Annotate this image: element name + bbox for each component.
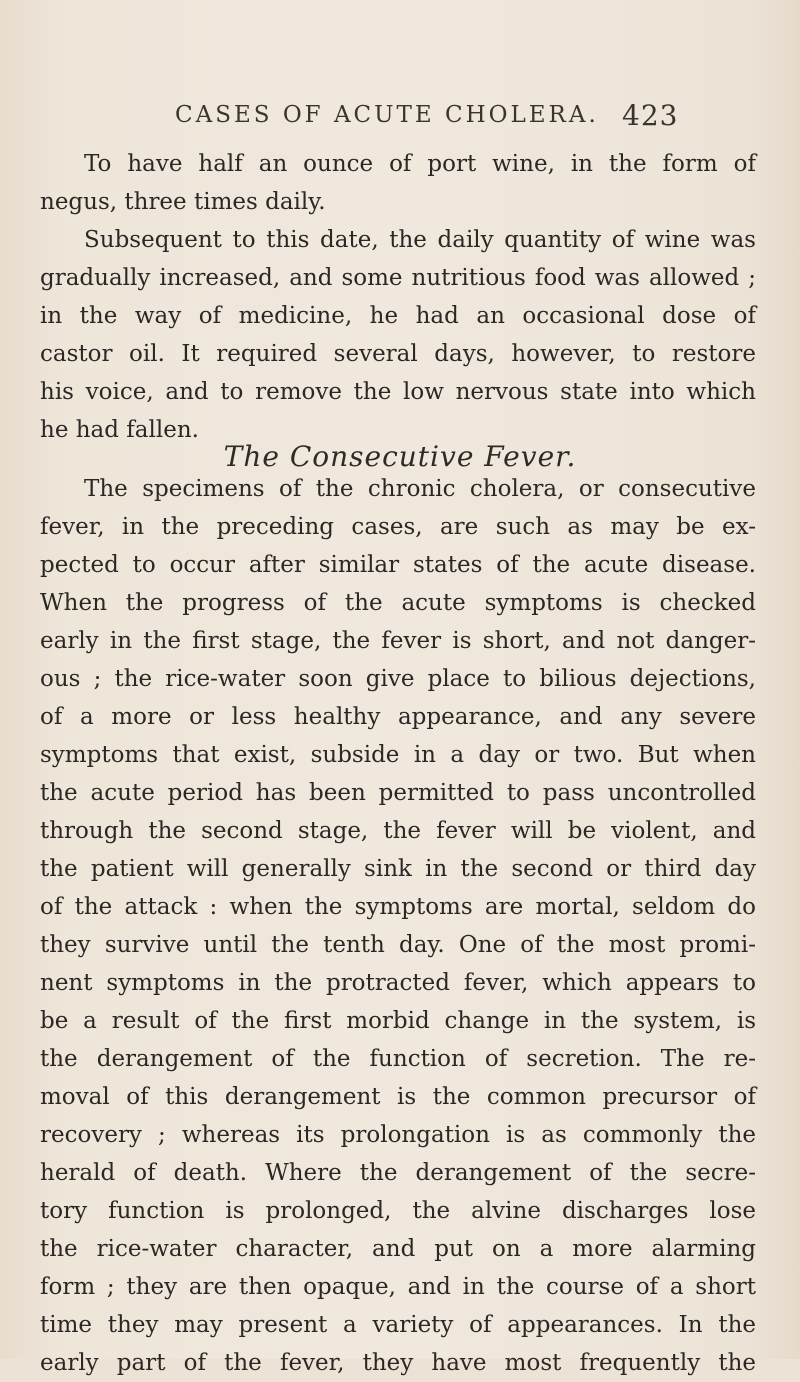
text-line: fever, in the preceding cases, are such as may be ex- (40, 514, 756, 540)
text-line: early in the first stage, the fever is short, and not danger- (40, 628, 756, 654)
text-line: tory function is prolonged, the alvine discharges lose (40, 1198, 756, 1224)
text-line: early part of the fever, they have most frequently the (40, 1350, 756, 1376)
section-heading: The Consecutive Fever. (223, 440, 577, 473)
text-line: he had fallen. (40, 417, 199, 443)
running-title: CASES OF ACUTE CHOLERA. (175, 102, 599, 128)
text-line: castor oil. It required several days, however, to restore (40, 341, 756, 367)
text-line: they survive until the tenth day. One of the most promi- (40, 932, 756, 958)
text-line: through the second stage, the fever will be violent, and (40, 818, 756, 844)
text-line: be a result of the first morbid change in the system, is (40, 1008, 756, 1034)
paragraph-1 (40, 145, 756, 221)
text-line: negus, three times daily. (40, 189, 326, 215)
text-line: his voice, and to remove the low nervous state into which (40, 379, 756, 405)
text-line: of a more or less healthy appearance, and any severe (40, 704, 756, 730)
paragraph-2 (40, 221, 756, 449)
text-line: ous ; the rice-water soon give place to bilious dejections, (40, 666, 756, 692)
text-line: form ; they are then opaque, and in the course of a short (40, 1274, 756, 1300)
text-line: herald of death. Where the derangement of the secre- (40, 1160, 756, 1186)
paragraph-3 (40, 470, 756, 1382)
text-line: the patient will generally sink in the second or third day (40, 856, 756, 882)
text-line: Subsequent to this date, the daily quantity of wine was (84, 227, 756, 253)
text-line: the derangement of the function of secretion. The re- (40, 1046, 756, 1072)
text-line: nent symptoms in the protracted fever, which appears to (40, 970, 756, 996)
text-line: pected to occur after similar states of the acute disease. (40, 552, 756, 578)
text-line: moval of this derangement is the common precursor of (40, 1084, 756, 1110)
text-line: recovery ; whereas its prolongation is as commonly the (40, 1122, 756, 1148)
text-line: To have half an ounce of port wine, in the form of (84, 151, 756, 177)
page-number: 423 (622, 99, 679, 132)
text-line: gradually increased, and some nutritious food was allowed ; (40, 265, 756, 291)
text-line: The specimens of the chronic cholera, or consecutive (84, 476, 756, 502)
text-line: time they may present a variety of appearances. In the (40, 1312, 756, 1338)
text-line: the acute period has been permitted to pass uncontrolled (40, 780, 756, 806)
text-line: in the way of medicine, he had an occasional dose of (40, 303, 756, 329)
text-line: of the attack : when the symptoms are mortal, seldom do (40, 894, 756, 920)
text-line: When the progress of the acute symptoms is checked (40, 590, 756, 616)
text-line: the rice-water character, and put on a more alarming (40, 1236, 756, 1262)
running-head (0, 99, 800, 138)
text-line: symptoms that exist, subside in a day or two. But when (40, 742, 756, 768)
